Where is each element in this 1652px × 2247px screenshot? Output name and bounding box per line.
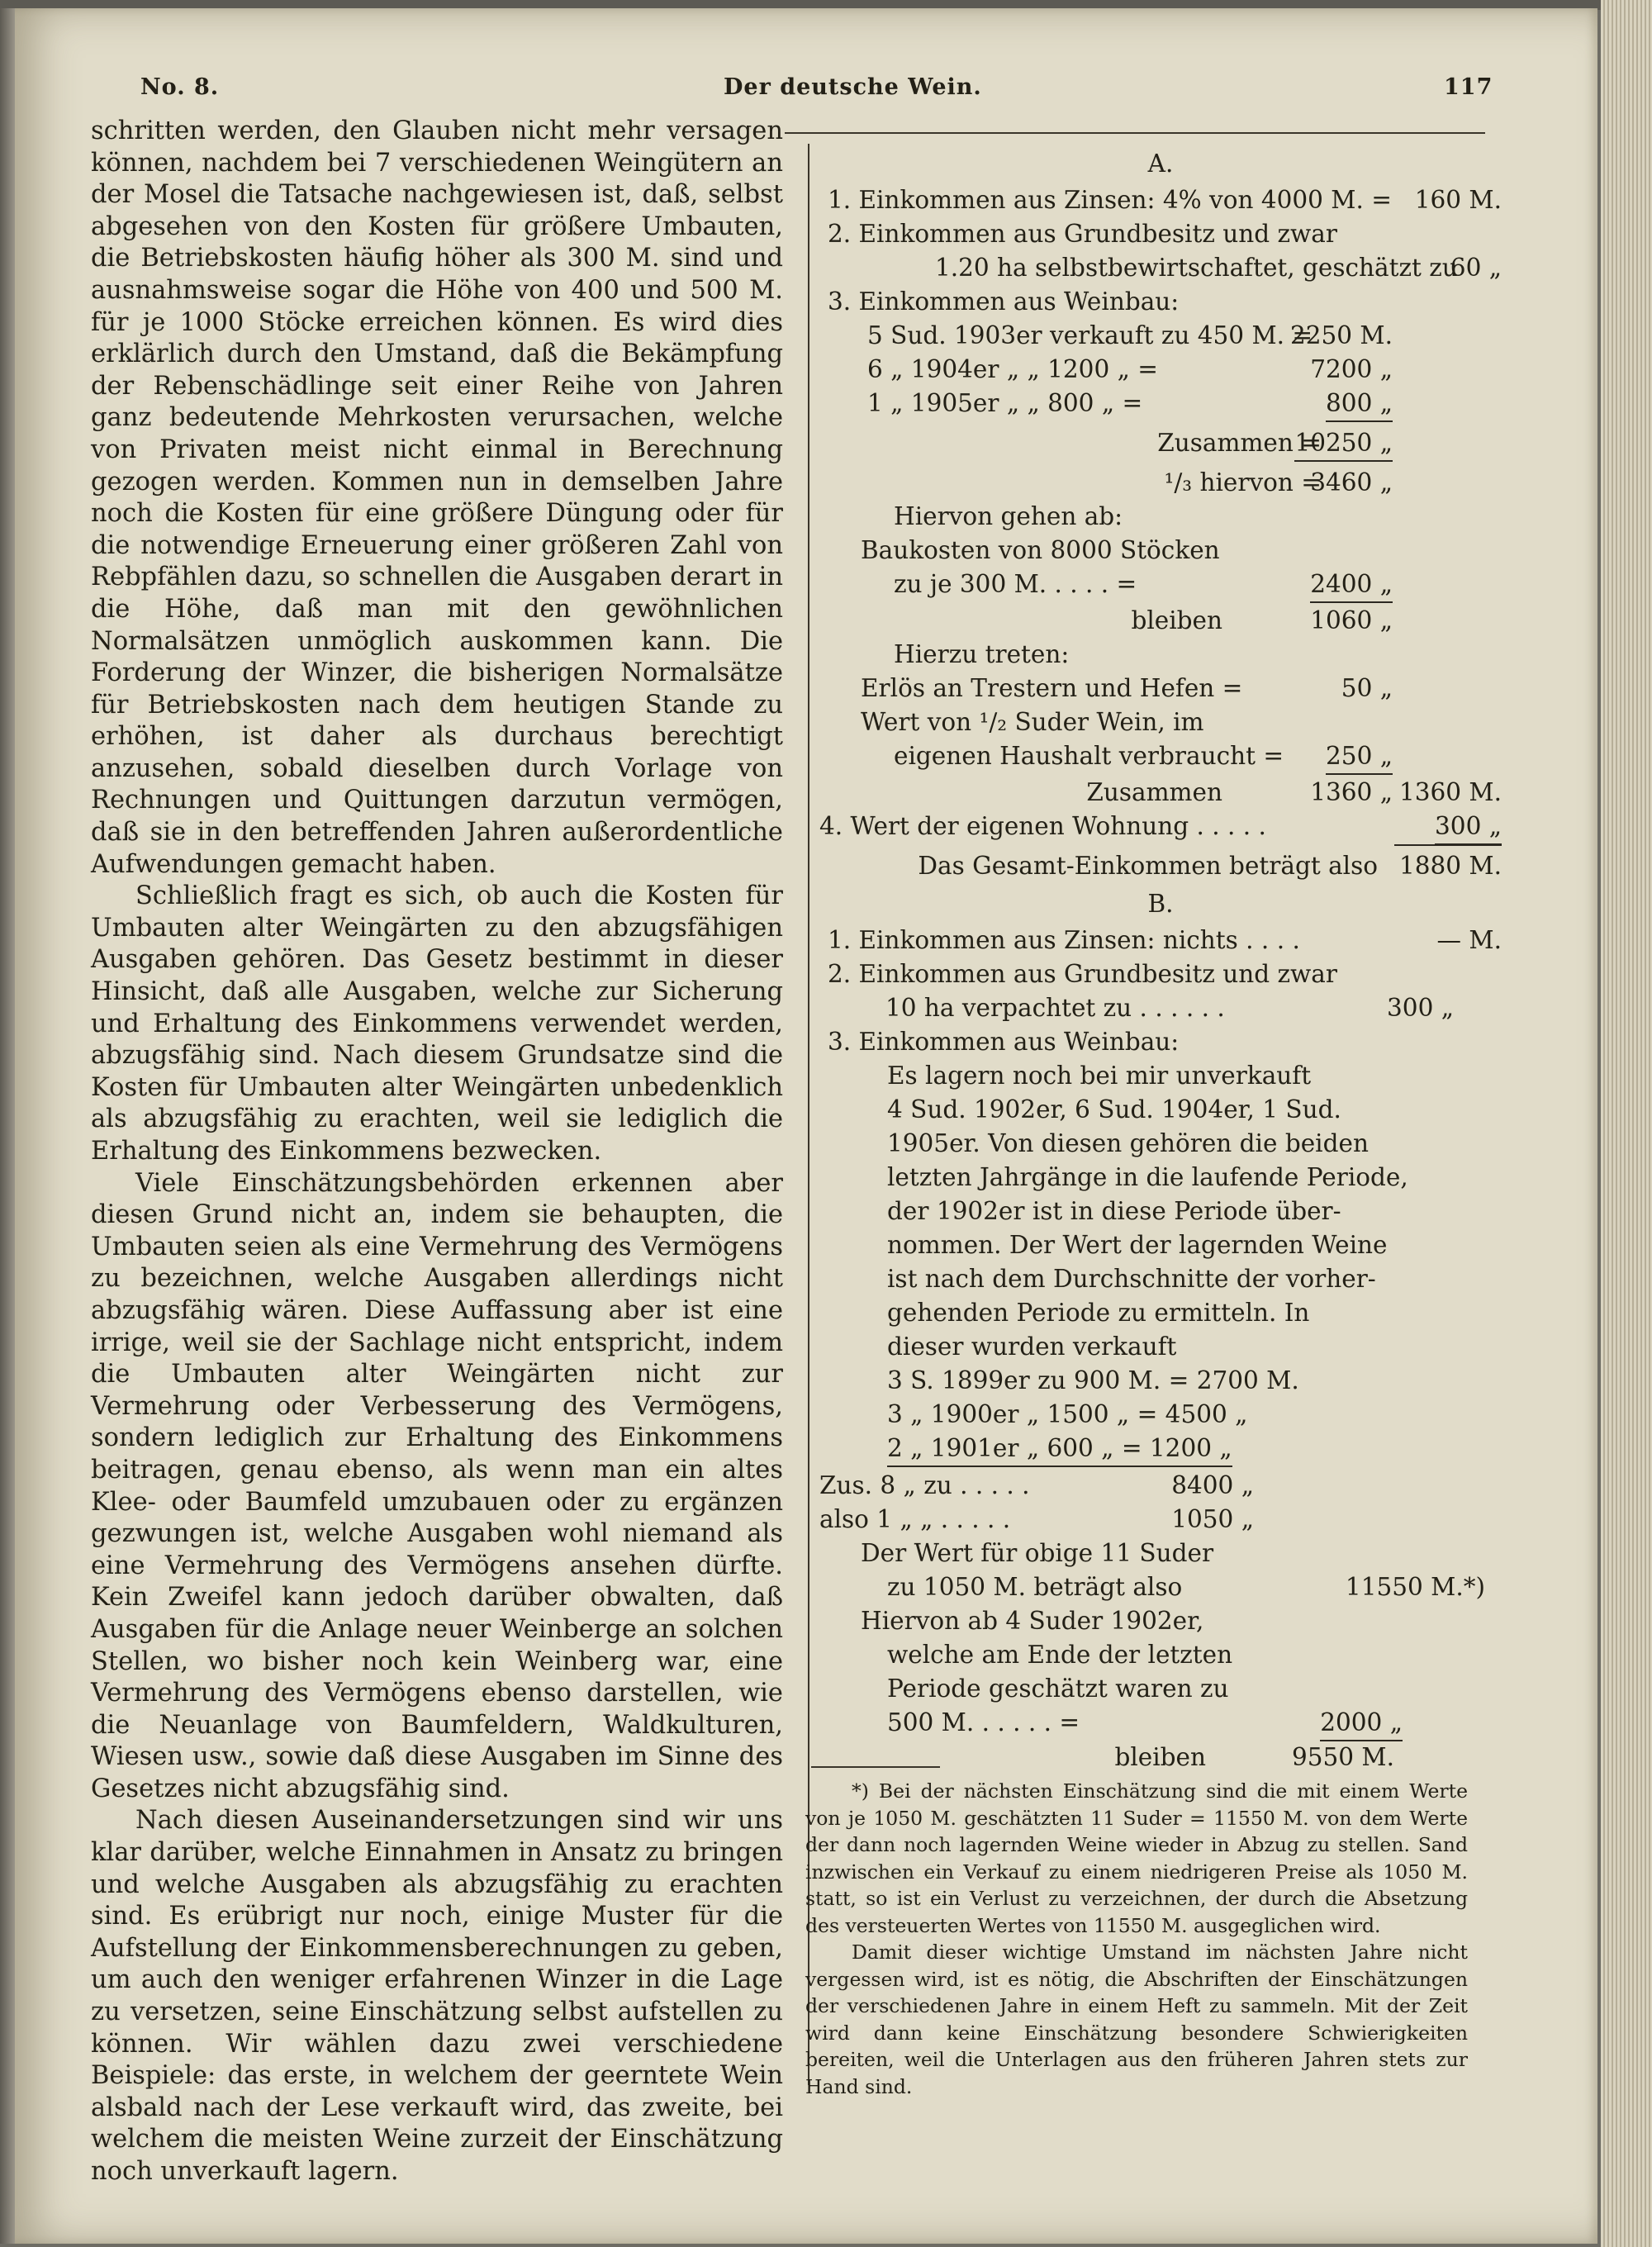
- ledger-value: 2000 „: [1320, 1706, 1403, 1741]
- footnote: [805, 1778, 1468, 2100]
- section-heading-a: A.: [1147, 150, 1174, 178]
- ledger-line: 3. Einkommen aus Weinbau:: [828, 287, 1180, 316]
- ledger-line: Hiervon gehen ab:: [894, 502, 1123, 530]
- footnote-rule: [811, 1766, 940, 1768]
- ledger-line: Zus. 8 „ zu . . . . .: [819, 1471, 1030, 1499]
- ledger-line: Erlös an Trestern und Hefen =: [861, 674, 1243, 702]
- ledger-value: 50 „: [1341, 674, 1393, 702]
- ledger-line: gehenden Periode zu ermitteln. In: [887, 1299, 1310, 1327]
- ledger-value: 10250 „: [1294, 426, 1393, 462]
- ledger-line: 1905er. Von diesen gehören die beiden: [887, 1129, 1369, 1157]
- ledger-value: 7200 „: [1310, 355, 1393, 383]
- ledger-line: letzten Jahrgänge in die laufende Periode,: [887, 1163, 1408, 1191]
- ledger-line: 1. Einkommen aus Zinsen: nichts . . . .: [828, 926, 1300, 954]
- ledger-value: 800 „: [1326, 387, 1393, 422]
- ledger-line: Zusammen =: [1157, 429, 1322, 457]
- ledger-value: 1360 „: [1310, 778, 1393, 806]
- ledger-line: Das Gesamt-Einkommen beträgt also: [918, 852, 1378, 880]
- ledger-line: 1. Einkommen aus Zinsen: 4% von 4000 M. =: [828, 186, 1392, 214]
- ledger-line: 3 S. 1899er zu 900 M. = 2700 M.: [887, 1366, 1299, 1394]
- ledger-line: 1 „ 1905er „ „ 800 „ =: [867, 389, 1143, 417]
- paragraph: schritten werden, den Glauben nicht mehr versagen können, nachdem bei 7 verschiedenen Weingütern an der Mosel die Tatsache nachgewiesen ist, daß, selbst abgesehen von den Kosten für größere Umbauten, die Betriebskosten häufig höher als 300 M. sind und ausnahmsweise sogar die Höhe von 400 und 500 M. für je 1000 Stöcke erreichen können. Es wird dies erklärlich durch den Umstand, daß die Bekämpfung der Rebenschädlinge seit einer Reihe von Jahren ganz bedeutende Mehrkosten verursachen, welche von Privaten meist nicht einmal in Berechnung gezogen werden. Kommen nun in demselben Jahre noch die Kosten für eine größere Düngung oder für die notwendige Erneuerung einer größeren Zahl von Rebpfählen dazu, so schnellen die Ausgaben derart in die Höhe, daß man mit den gewöhnlichen Normalsätzen unmöglich auskommen kann. Die Forderung der Winzer, die bisherigen Normalsätze für Betriebskosten nach dem heutigen Stande zu erhöhen, ist daher als durchaus berechtigt anzusehen, sobald dieselben durch Vorlage von Rechnungen und Quittungen darzutun vermögen, daß sie in den betreffenden Jahren außerordentliche Aufwendungen gemacht haben.: [91, 116, 783, 879]
- section-heading-b: B.: [1147, 890, 1174, 918]
- ledger-total: 300 „: [1435, 810, 1502, 845]
- ledger-line: ist nach dem Durchschnitte der vorher-: [887, 1265, 1376, 1293]
- footnote-paragraph: *) Bei der nächsten Einschätzung sind die mit einem Werte von je 1050 M. geschätzten 11 Suder = 11550 M. von dem Werte der dann noch lagernden Weine wieder in Abzug zu stellen. Sand inzwischen ein Verkauf zu einem niedrigeren Preise als 1050 M. statt, so ist ein Verlust zu verzeichnen, der durch die Absetzung des versteuerten Wertes von 11550 M. ausgeglichen wird.: [805, 1779, 1468, 1937]
- paragraph: Viele Einschätzungsbehörden erkennen aber diesen Grund nicht an, indem sie behaupten, die Umbauten seien als eine Vermehrung des Vermögens zu bezeichnen, welche Ausgaben allerdings nicht abzugsfähig wären. Diese Auffassung aber ist eine irrige, weil sie der Sachlage nicht entspricht, indem die Umbauten alter Weingärten nicht zur Vermehrung oder Verbesserung des Vermögens, sondern lediglich zur Erhaltung des Einkommens beitragen, genau ebenso, als wenn man ein altes Klee- oder Baumfeld umzubauen oder zu ergänzen gezwungen ist, welche Ausgaben wohl niemand als eine Vermehrung des Vermögens ansehen dürfte. Kein Zweifel kann jedoch darüber obwalten, daß Ausgaben für die Anlage neuer Weinberge an solchen Stellen, wo bisher noch kein Weinberg war, eine Vermehrung des Vermögens ebenso darstellen, wie die Neuanlage von Baumfeldern, Waldkulturen, Wiesen usw., sowie daß diese Ausgaben im Sinne des Gesetzes nicht abzugsfähig sind.: [91, 1168, 783, 1803]
- ledger-line: Periode geschätzt waren zu: [887, 1675, 1229, 1703]
- ledger-line: zu je 300 M. . . . . =: [894, 570, 1137, 598]
- ledger-line: 500 M. . . . . . =: [887, 1708, 1080, 1736]
- ledger-grand-total: 1880 M.: [1398, 852, 1502, 880]
- ledger-line: Es lagern noch bei mir unverkauft: [887, 1062, 1312, 1090]
- ledger-line: Der Wert für obige 11 Suder: [861, 1539, 1214, 1567]
- ledger-line: 10 ha verpachtet zu . . . . . .: [885, 994, 1225, 1022]
- ledger-total: 160 M.: [1414, 186, 1502, 214]
- footnote-paragraph: Damit dieser wichtige Umstand im nächsten Jahre nicht vergessen wird, ist es nötig, die Abschriften der Einschätzungen der verschiedenen Jahre in einem Heft zu sammeln. Mit der Zeit wird dann keine Einschätzung besondere Schwierigkeiten bereiten, weil die Unterlagen aus den früheren Jahren stets zur Hand sind.: [805, 1941, 1468, 2098]
- ledger-line: welche am Ende der letzten: [887, 1641, 1233, 1669]
- paragraph: Schließlich fragt es sich, ob auch die Kosten für Umbauten alter Weingärten zu den abzugsfähigen Ausgaben gehören. Das Gesetz bestimmt in dieser Hinsicht, daß alle Ausgaben, welche zur Sicherung und Erhaltung des Einkommens verwendet werden, abzugsfähig sind. Nach diesem Grundsatze sind die Kosten für Umbauten alter Weingärten unbedenklich als abzugsfähig zu erachten, weil sie lediglich die Erhaltung des Einkommens bezwecken.: [91, 881, 783, 1166]
- ledger-total: 11550 M.*): [1345, 1573, 1485, 1601]
- ledger-line: 1.20 ha selbstbewirtschaftet, geschätzt zu: [935, 254, 1458, 282]
- ledger-value: 2250 M.: [1289, 321, 1393, 349]
- ledger-value: 8400 „: [1171, 1471, 1254, 1499]
- ledger-line: also 1 „ „ . . . . .: [819, 1505, 1011, 1533]
- header-rule: [785, 132, 1485, 134]
- ledger-line: bleiben: [1131, 606, 1222, 634]
- ledger-value: 250 „: [1326, 739, 1393, 775]
- ledger-line: zu 1050 M. beträgt also: [887, 1573, 1183, 1601]
- ledger-line: 6 „ 1904er „ „ 1200 „ =: [867, 355, 1158, 383]
- ledger-line: eigenen Haushalt verbraucht =: [894, 742, 1284, 770]
- ledger-line: 3. Einkommen aus Weinbau:: [828, 1028, 1180, 1056]
- ledger-line: bleiben: [1114, 1743, 1206, 1771]
- ledger-total: 300 „: [1387, 994, 1454, 1022]
- ledger-line: dieser wurden verkauft: [887, 1333, 1177, 1361]
- issue-number: No. 8.: [140, 74, 220, 100]
- page-number: 117: [1444, 74, 1493, 100]
- ledger-line: 4 Sud. 1902er, 6 Sud. 1904er, 1 Sud.: [887, 1095, 1341, 1124]
- ledger-line: Baukosten von 8000 Stöcken: [861, 536, 1220, 564]
- ledger-line: Hiervon ab 4 Suder 1902er,: [861, 1607, 1204, 1635]
- ledger-line: 2 „ 1901er „ 600 „ = 1200 „: [887, 1432, 1232, 1467]
- ledger-line: 2. Einkommen aus Grundbesitz und zwar: [828, 220, 1337, 248]
- ledger-total: — M.: [1436, 926, 1502, 954]
- total-rule: [1394, 844, 1502, 846]
- ledger-line: 2. Einkommen aus Grundbesitz und zwar: [828, 960, 1337, 988]
- income-ledger: [819, 147, 1502, 1774]
- ledger-grand-total: 9550 M.: [1291, 1743, 1394, 1771]
- left-column: [91, 116, 783, 2188]
- ledger-line: Hierzu treten:: [894, 640, 1070, 668]
- ledger-line: 4. Wert der eigenen Wohnung . . . . .: [819, 812, 1266, 840]
- ledger-value: 3460 „: [1310, 468, 1393, 496]
- ledger-value: 2400 „: [1310, 568, 1393, 603]
- ledger-value: 1050 „: [1171, 1505, 1254, 1533]
- ledger-line: Zusammen: [1086, 778, 1222, 806]
- ledger-line: der 1902er ist in diese Periode über-: [887, 1197, 1341, 1225]
- ledger-total: 1360 M.: [1398, 778, 1502, 806]
- ledger-line: nommen. Der Wert der lagernden Weine: [887, 1231, 1388, 1259]
- book-binding: [0, 8, 15, 2244]
- ledger-line: Wert von ¹/₂ Suder Wein, im: [861, 708, 1204, 736]
- ledger-total: 60 „: [1450, 254, 1502, 282]
- paragraph: Nach diesen Auseinandersetzungen sind wir uns klar darüber, welche Einnahmen in Ansatz zu bringen und welche Ausgaben als abzugsfähig zu erachten sind. Es erübrigt nur noch, einige Muster für die Aufstellung der Einkommensberechnungen zu geben, um auch den weniger erfahrenen Winzer in die Lage zu versetzen, seine Einschätzung selbst aufstellen zu können. Wir wählen dazu zwei verschiedene Beispiele: das erste, in welchem der geerntete Wein alsbald nach der Lese verkauft wird, das zweite, bei welchem die meisten Weine zurzeit der Einschätzung noch unverkauft lagern.: [91, 1806, 783, 2186]
- running-title: Der deutsche Wein.: [724, 74, 982, 100]
- ledger-line: ¹/₃ hiervon =: [1164, 468, 1322, 496]
- ledger-line: 3 „ 1900er „ 1500 „ = 4500 „: [887, 1400, 1248, 1428]
- page-stack-edge: [1601, 0, 1652, 2247]
- ledger-line: 5 Sud. 1903er verkauft zu 450 M. =: [867, 321, 1313, 349]
- ledger-value: 1060 „: [1310, 606, 1393, 634]
